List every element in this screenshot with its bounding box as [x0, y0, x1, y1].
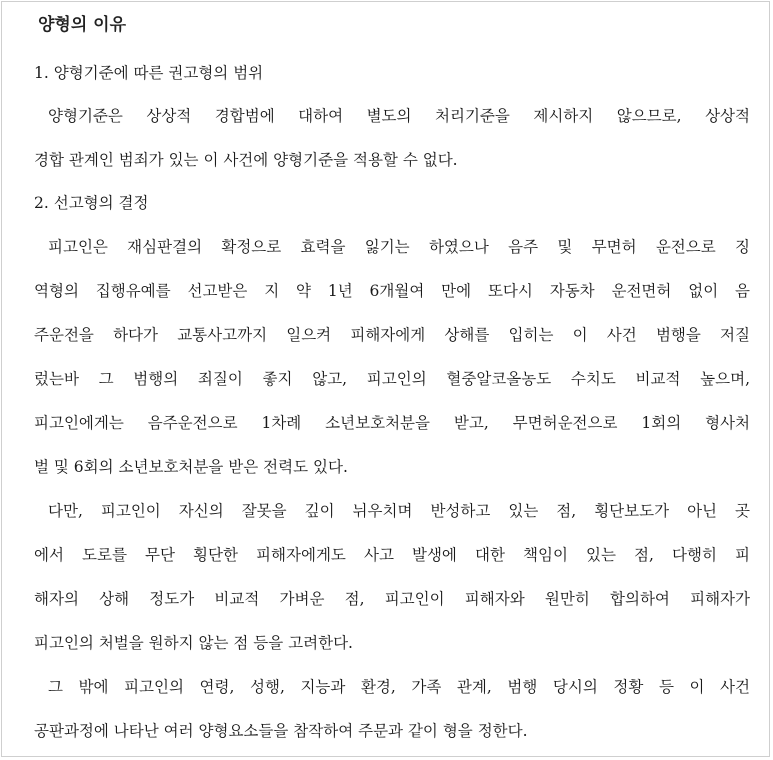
paragraph-line: 주운전을 하다가 교통사고까지 일으켜 피해자에게 상해를 입히는 이 사건 범행을 저질 [34, 326, 750, 344]
paragraph-aggravating-factors [34, 225, 750, 489]
paragraph-line: 피고인의 처벌을 원하지 않는 점 등을 고려한다. [34, 634, 353, 652]
paragraph-line: 다만, 피고인이 자신의 잘못을 깊이 뉘우치며 반성하고 있는 점, 횡단보도가 아닌 곳 [48, 502, 750, 520]
section-heading-sentencing-range: 1. 양형기준에 따른 권고형의 범위 [34, 64, 264, 82]
paragraph-other-factors [34, 665, 750, 753]
document-title: 양형의 이유 [38, 15, 127, 35]
section-heading-sentence-decision: 2. 선고형의 결정 [34, 194, 149, 212]
paragraph-line: 피고인은 재심판결의 확정으로 효력을 잃기는 하였으나 음주 및 무면허 운전으로 징 [48, 238, 750, 256]
paragraph-line: 피고인에게는 음주운전으로 1차례 소년보호처분을 받고, 무면허운전으로 1회의 형사처 [34, 414, 750, 432]
paragraph-mitigating-factors [34, 489, 750, 665]
document-frame [1, 1, 770, 757]
paragraph-line: 렀는바 그 범행의 죄질이 좋지 않고, 피고인의 혈중알코올농도 수치도 비교적 높으며, [34, 370, 750, 388]
paragraph-line: 해자의 상해 정도가 비교적 가벼운 점, 피고인이 피해자와 원만히 합의하여 피해자가 [34, 590, 750, 608]
paragraph-sentencing-guideline [34, 94, 750, 182]
paragraph-line: 에서 도로를 무단 횡단한 피해자에게도 사고 발생에 대한 책임이 있는 점, 다행히 피 [34, 546, 750, 564]
paragraph-line: 그 밖에 피고인의 연령, 성행, 지능과 환경, 가족 관계, 범행 당시의 정황 등 이 사건 [48, 678, 750, 696]
paragraph-line: 공판과정에 나타난 여러 양형요소들을 참작하여 주문과 같이 형을 정한다. [34, 722, 528, 740]
paragraph-line: 벌 및 6회의 소년보호처분을 받은 전력도 있다. [34, 458, 348, 476]
paragraph-line: 역형의 집행유예를 선고받은 지 약 1년 6개월여 만에 또다시 자동차 운전면허 없이 음 [34, 282, 750, 300]
paragraph-line: 양형기준은 상상적 경합범에 대하여 별도의 처리기준을 제시하지 않으므로, 상상적 [48, 107, 750, 125]
paragraph-line: 경합 관계인 범죄가 있는 이 사건에 양형기준을 적용할 수 없다. [34, 151, 458, 169]
